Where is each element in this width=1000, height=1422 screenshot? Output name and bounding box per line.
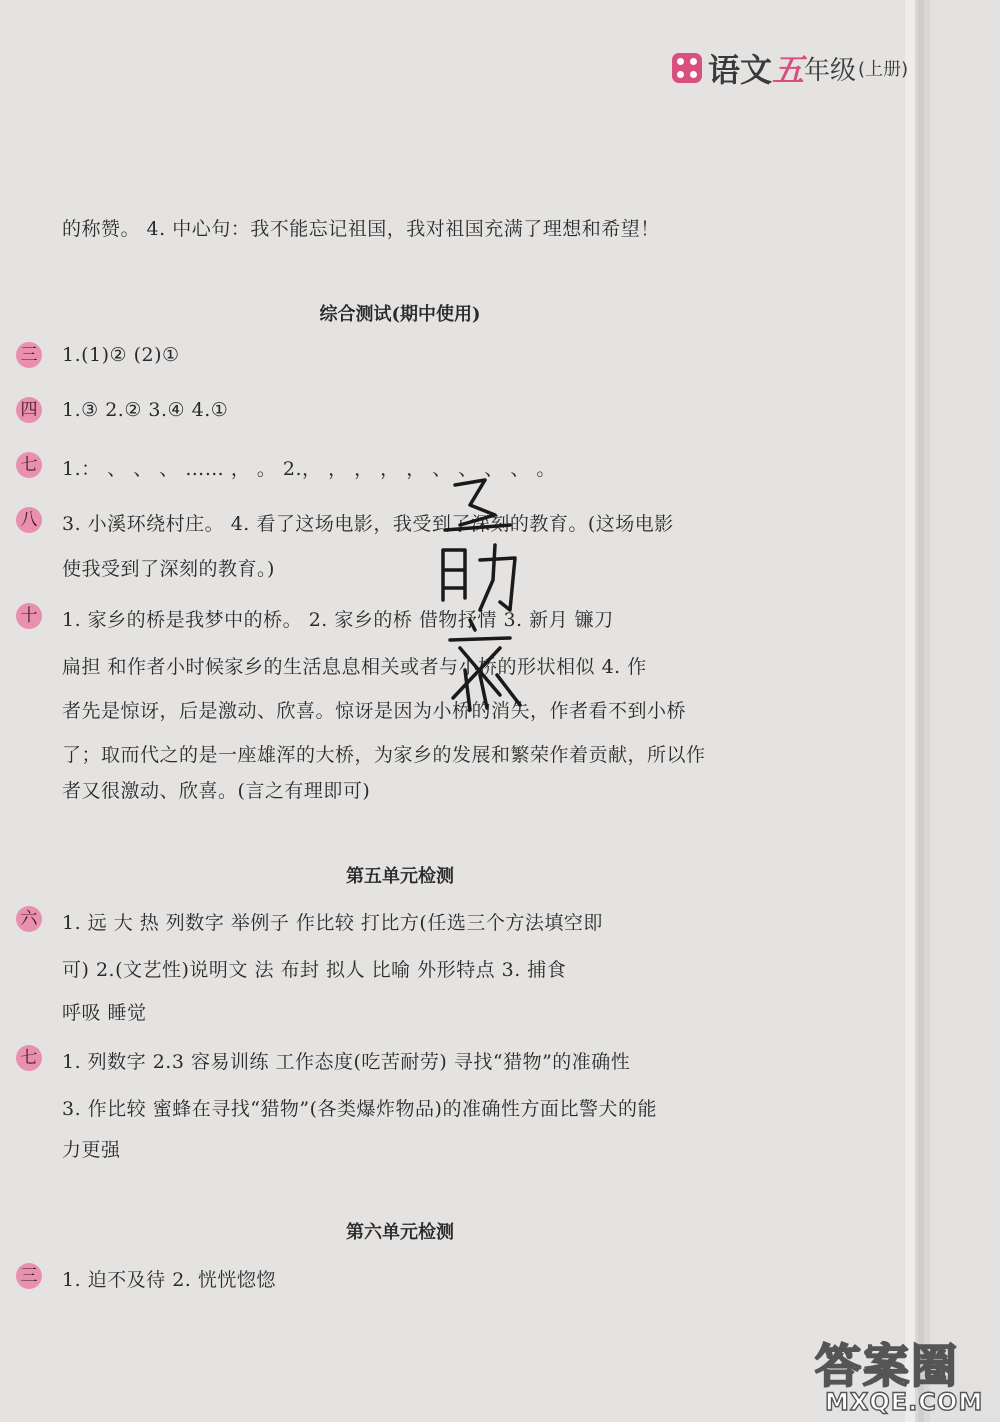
grade-label: 年级 (804, 55, 857, 86)
watermark-url: MXQE.COM (825, 1388, 984, 1416)
answer-line: 3. 作比较 蜜蜂在寻找“猎物”(各类爆炸物品)的准确性方面比警犬的能 (62, 1098, 657, 1120)
answer-line: 呼吸 睡觉 (62, 1002, 147, 1024)
answer-line: 者先是惊讶，后是激动、欣喜。惊讶是因为小桥的消失，作者看不到小桥 (62, 700, 687, 722)
answer-line: 的称赞。 4. 中心句：我不能忘记祖国，我对祖国充满了理想和希望！ (62, 218, 660, 240)
book-header (672, 48, 908, 88)
question-marker: 三 (16, 1263, 42, 1289)
answer-line: 使我受到了深刻的教育。) (62, 558, 275, 580)
answer-line: 扁担 和作者小时候家乡的生活息息相关或者与小桥的形状相似 4. 作 (62, 656, 647, 678)
answer-line: 3. 小溪环绕村庄。 4. 看了这场电影，我受到了深刻的教育。(这场电影 (62, 513, 674, 535)
grade-number: 五 (772, 51, 805, 89)
answer-line: 1. 迫不及待 2. 恍恍惚惚 (62, 1269, 276, 1291)
page-edge-shadow (918, 0, 924, 1422)
question-marker: 七 (16, 1045, 42, 1071)
page-edge (905, 0, 915, 1422)
handwritten-mark (425, 470, 535, 720)
question-marker: 三 (16, 342, 42, 368)
answer-line: 1. 列数字 2.3 容易训练 工作态度(吃苦耐劳) 寻找“猎物”的准确性 (62, 1051, 631, 1073)
watermark (815, 1330, 984, 1416)
answer-line: 1. 远 大 热 列数字 举例子 作比较 打比方(任选三个方法填空即 (62, 912, 603, 934)
watermark-text: 答案圈 (815, 1339, 959, 1393)
answer-line: 1.： 、 、 、 …… ， 。 2.， ， ， ， ， 、 、 、 、 。 (62, 458, 556, 480)
answer-line: 可) 2.(文艺性)说明文 法 布封 拟人 比喻 外形特点 3. 捕食 (62, 959, 567, 981)
question-marker: 六 (16, 906, 42, 932)
answer-line: 了；取而代之的是一座雄浑的大桥，为家乡的发展和繁荣作着贡献，所以作 (62, 744, 706, 766)
question-marker: 四 (16, 397, 42, 423)
book-logo-icon (672, 53, 702, 83)
question-marker: 八 (16, 507, 42, 533)
section-title: 第五单元检测 (346, 866, 454, 887)
page-edge-outer (930, 0, 1000, 1422)
question-marker: 十 (16, 603, 42, 629)
subject-title: 语文 (708, 51, 773, 89)
question-marker: 七 (16, 452, 42, 478)
section-title: 综合测试(期中使用) (319, 304, 481, 325)
section-title: 第六单元检测 (346, 1222, 454, 1243)
answer-line: 1.(1)② (2)① (62, 344, 180, 366)
answer-line: 力更强 (62, 1139, 121, 1161)
answer-line: 1.③ 2.② 3.④ 4.① (62, 399, 229, 421)
volume-label: (上册) (858, 59, 909, 80)
answer-line: 者又很激动、欣喜。(言之有理即可) (62, 780, 371, 802)
answer-line: 1. 家乡的桥是我梦中的桥。 2. 家乡的桥 借物抒情 3. 新月 镰刀 (62, 609, 614, 631)
